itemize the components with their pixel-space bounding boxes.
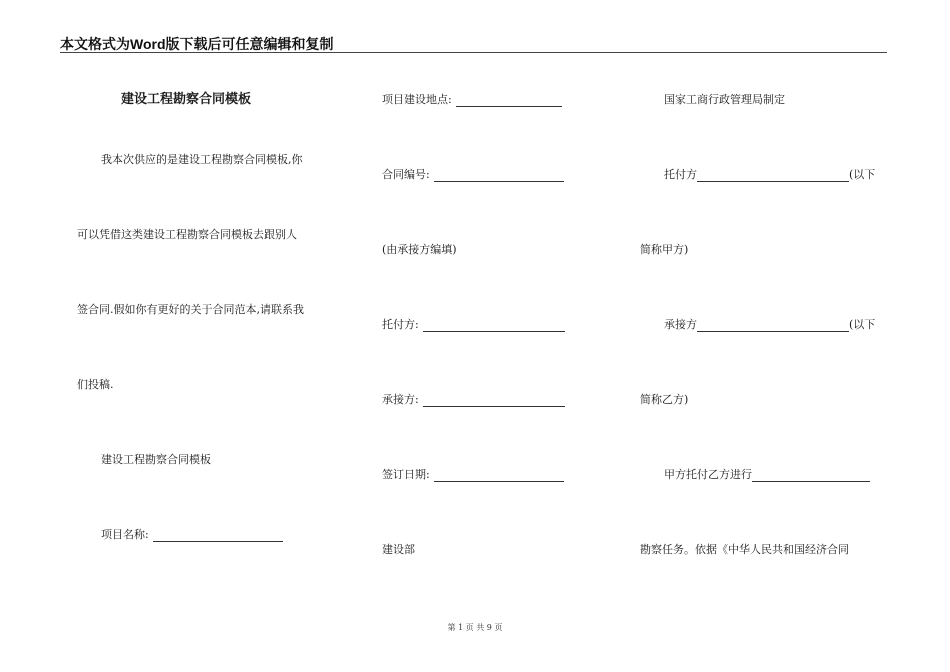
- intro-line-4: 们投稿.: [77, 378, 114, 391]
- entrust-text: 甲方托付乙方进行: [664, 468, 752, 481]
- client-party-blank: [697, 170, 849, 182]
- header-divider: [60, 52, 887, 53]
- party-a-abbreviation: 简称甲方): [640, 243, 689, 256]
- contractor-party-line: [664, 318, 875, 332]
- project-name-blank: [153, 530, 283, 542]
- party-b-suffix: (以下: [849, 318, 876, 331]
- client-party-label: 托付方: [664, 168, 697, 181]
- page-number: 第 1 页 共 9 页: [447, 623, 503, 632]
- project-name-field: [101, 528, 283, 542]
- document-title: 建设工程勘察合同模板: [121, 92, 252, 107]
- project-location-label: 项目建设地点:: [382, 93, 452, 106]
- intro-line-1: 我本次供应的是建设工程勘察合同模板,你: [101, 153, 303, 166]
- project-location-field: [382, 93, 562, 107]
- entrust-blank: [752, 470, 870, 482]
- intro-line-2: 可以凭借这类建设工程勘察合同模板去跟别人: [77, 228, 297, 241]
- section-subtitle: 建设工程勘察合同模板: [101, 453, 211, 466]
- client-field: [382, 318, 565, 332]
- client-label: 托付方:: [382, 318, 419, 331]
- sign-date-label: 签订日期:: [382, 468, 430, 481]
- filled-by-note: (由承接方编填): [382, 243, 457, 256]
- survey-task-text: 勘察任务。依据《中华人民共和国经济合同: [640, 543, 849, 556]
- contract-number-label: 合同编号:: [382, 168, 430, 181]
- client-blank: [423, 320, 565, 332]
- contractor-field: [382, 393, 565, 407]
- contract-number-field: [382, 168, 564, 182]
- contractor-party-blank: [697, 320, 849, 332]
- party-a-suffix: (以下: [849, 168, 876, 181]
- entrust-line: [664, 468, 870, 482]
- project-name-label: 项目名称:: [101, 528, 149, 541]
- project-location-blank: [456, 95, 562, 107]
- contractor-party-label: 承接方: [664, 318, 697, 331]
- sign-date-blank: [434, 470, 564, 482]
- contractor-label: 承接方:: [382, 393, 419, 406]
- authority-label: 国家工商行政管理局制定: [664, 93, 785, 106]
- contractor-blank: [423, 395, 565, 407]
- ministry-label: 建设部: [382, 543, 415, 556]
- party-b-abbreviation: 简称乙方): [640, 393, 689, 406]
- intro-line-3: 签合同.假如你有更好的关于合同范本,请联系我: [77, 303, 304, 316]
- contract-number-blank: [434, 170, 564, 182]
- sign-date-field: [382, 468, 564, 482]
- client-party-line: [664, 168, 875, 182]
- header-title: 本文格式为Word版下载后可任意编辑和复制: [60, 36, 334, 52]
